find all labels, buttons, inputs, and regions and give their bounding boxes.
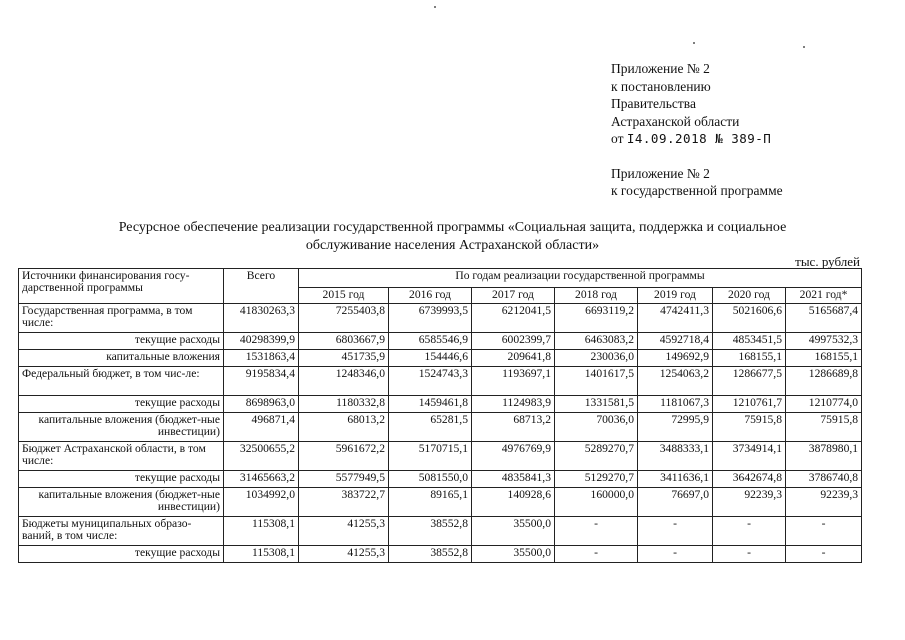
year-value-cell: 3878980,1: [786, 442, 862, 471]
scan-speck: [693, 42, 695, 44]
year-value-cell: 65281,5: [389, 413, 472, 442]
year-value-cell: 168155,1: [786, 350, 862, 367]
source-cell: Бюджет Астраханской области, в том числе:: [19, 442, 224, 471]
year-value-cell: 1331581,5: [555, 396, 638, 413]
header-years-group: По годам реализации государственной программы: [299, 269, 862, 288]
table-row: [19, 517, 862, 546]
appendix-line: к постановлению: [611, 78, 711, 94]
total-cell: 1034992,0: [224, 488, 299, 517]
year-value-cell: -: [713, 546, 786, 563]
year-value-cell: 154446,6: [389, 350, 472, 367]
total-cell: 41830263,3: [224, 304, 299, 333]
table-row: [19, 350, 862, 367]
year-value-cell: -: [786, 517, 862, 546]
total-cell: 40298399,9: [224, 333, 299, 350]
table-row: [19, 413, 862, 442]
year-value-cell: 92239,3: [786, 488, 862, 517]
year-value-cell: 38552,8: [389, 546, 472, 563]
year-value-cell: 1524743,3: [389, 367, 472, 396]
total-cell: 496871,4: [224, 413, 299, 442]
year-value-cell: 140928,6: [472, 488, 555, 517]
year-value-cell: 1248346,0: [299, 367, 389, 396]
table-body: [19, 304, 862, 563]
year-value-cell: 5021606,6: [713, 304, 786, 333]
total-cell: 31465663,2: [224, 471, 299, 488]
year-value-cell: -: [638, 517, 713, 546]
year-value-cell: 38552,8: [389, 517, 472, 546]
year-value-cell: -: [555, 546, 638, 563]
date-stamp: I4.09.2018 № 389-П: [626, 131, 772, 146]
header-year: 2018 год: [555, 288, 638, 304]
year-value-cell: 1254063,2: [638, 367, 713, 396]
table-row: [19, 333, 862, 350]
table-row: [19, 546, 862, 563]
source-cell: капитальные вложения: [19, 350, 224, 367]
year-value-cell: 41255,3: [299, 517, 389, 546]
year-value-cell: 75915,8: [786, 413, 862, 442]
title-line-2: обслуживание населения Астраханской области»: [305, 238, 600, 253]
scan-speck: [803, 46, 805, 48]
resource-table: [18, 268, 862, 563]
year-value-cell: 7255403,8: [299, 304, 389, 333]
source-cell: текущие расходы: [19, 546, 224, 563]
year-value-cell: 4592718,4: [638, 333, 713, 350]
source-cell: текущие расходы: [19, 471, 224, 488]
header-year: 2020 год: [713, 288, 786, 304]
year-value-cell: 68013,2: [299, 413, 389, 442]
appendix-line: Приложение № 2: [611, 61, 710, 76]
year-value-cell: 41255,3: [299, 546, 389, 563]
source-cell: Государственная программа, в том числе:: [19, 304, 224, 333]
year-value-cell: 160000,0: [555, 488, 638, 517]
header-year: 2019 год: [638, 288, 713, 304]
appendix-line: Астраханской области: [611, 113, 740, 129]
year-value-cell: 6463083,2: [555, 333, 638, 350]
source-cell: Бюджеты муниципальных образо-ваний, в том числе:: [19, 517, 224, 546]
table-row: [19, 396, 862, 413]
year-value-cell: 3734914,1: [713, 442, 786, 471]
year-value-cell: 230036,0: [555, 350, 638, 367]
year-value-cell: 3642674,8: [713, 471, 786, 488]
year-value-cell: 1193697,1: [472, 367, 555, 396]
appendix-header: [611, 60, 783, 200]
year-value-cell: 75915,8: [713, 413, 786, 442]
year-value-cell: -: [713, 517, 786, 546]
total-cell: 1531863,4: [224, 350, 299, 367]
year-value-cell: 4976769,9: [472, 442, 555, 471]
year-value-cell: 3488333,1: [638, 442, 713, 471]
year-value-cell: 6693119,2: [555, 304, 638, 333]
appendix-date-line: [611, 130, 783, 148]
year-value-cell: 6739993,5: [389, 304, 472, 333]
year-value-cell: 68713,2: [472, 413, 555, 442]
year-value-cell: 1286677,5: [713, 367, 786, 396]
year-value-cell: 5961672,2: [299, 442, 389, 471]
year-value-cell: 1210761,7: [713, 396, 786, 413]
scan-speck: [434, 6, 436, 8]
year-value-cell: 4835841,3: [472, 471, 555, 488]
document-title: [20, 219, 885, 255]
year-value-cell: 451735,9: [299, 350, 389, 367]
year-value-cell: 6212041,5: [472, 304, 555, 333]
year-value-cell: 1459461,8: [389, 396, 472, 413]
total-cell: 8698963,0: [224, 396, 299, 413]
source-cell: текущие расходы: [19, 333, 224, 350]
year-value-cell: 72995,9: [638, 413, 713, 442]
appendix-line: Правительства: [611, 96, 696, 111]
year-value-cell: 5165687,4: [786, 304, 862, 333]
year-value-cell: 6803667,9: [299, 333, 389, 350]
year-value-cell: 3411636,1: [638, 471, 713, 488]
year-value-cell: 4742411,3: [638, 304, 713, 333]
year-value-cell: 209641,8: [472, 350, 555, 367]
year-value-cell: 1401617,5: [555, 367, 638, 396]
header-year: 2021 год*: [786, 288, 862, 304]
header-year: 2015 год: [299, 288, 389, 304]
table-row: [19, 304, 862, 333]
year-value-cell: 1181067,3: [638, 396, 713, 413]
table-row: [19, 367, 862, 396]
header-total: Всего: [224, 269, 299, 304]
year-value-cell: 5289270,7: [555, 442, 638, 471]
source-cell: капитальные вложения (бюджет-ные инвестиции): [19, 413, 224, 442]
header-year: 2016 год: [389, 288, 472, 304]
table-row: [19, 442, 862, 471]
table-row: [19, 488, 862, 517]
year-value-cell: 6002399,7: [472, 333, 555, 350]
appendix-line: Приложение № 2: [611, 165, 710, 181]
header-source: Источники финансирования госу-дарственной программы: [19, 269, 224, 304]
year-value-cell: 76697,0: [638, 488, 713, 517]
year-value-cell: 5081550,0: [389, 471, 472, 488]
year-value-cell: 4853451,5: [713, 333, 786, 350]
year-value-cell: -: [555, 517, 638, 546]
year-value-cell: 1180332,8: [299, 396, 389, 413]
year-value-cell: 89165,1: [389, 488, 472, 517]
year-value-cell: 3786740,8: [786, 471, 862, 488]
year-value-cell: -: [638, 546, 713, 563]
source-cell: текущие расходы: [19, 396, 224, 413]
year-value-cell: 5170715,1: [389, 442, 472, 471]
table-row: [19, 471, 862, 488]
year-value-cell: 5577949,5: [299, 471, 389, 488]
source-cell: капитальные вложения (бюджет-ные инвестиции): [19, 488, 224, 517]
year-value-cell: 35500,0: [472, 517, 555, 546]
total-cell: 9195834,4: [224, 367, 299, 396]
year-value-cell: 168155,1: [713, 350, 786, 367]
year-value-cell: 92239,3: [713, 488, 786, 517]
header-year: 2017 год: [472, 288, 555, 304]
year-value-cell: 149692,9: [638, 350, 713, 367]
year-value-cell: 35500,0: [472, 546, 555, 563]
source-cell: Федеральный бюджет, в том чис-ле:: [19, 367, 224, 396]
year-value-cell: 5129270,7: [555, 471, 638, 488]
title-line-1: Ресурсное обеспечение реализации государственной программы «Социальная защита, поддержка и социальное: [118, 220, 787, 235]
year-value-cell: 1210774,0: [786, 396, 862, 413]
year-value-cell: 6585546,9: [389, 333, 472, 350]
total-cell: 115308,1: [224, 546, 299, 563]
year-value-cell: 70036,0: [555, 413, 638, 442]
appendix-line: к государственной программе: [611, 183, 783, 198]
total-cell: 115308,1: [224, 517, 299, 546]
year-value-cell: 1286689,8: [786, 367, 862, 396]
date-prefix: от: [611, 131, 624, 146]
year-value-cell: -: [786, 546, 862, 563]
year-value-cell: 383722,7: [299, 488, 389, 517]
unit-label: тыс. рублей: [795, 254, 860, 269]
year-value-cell: 1124983,9: [472, 396, 555, 413]
year-value-cell: 4997532,3: [786, 333, 862, 350]
spacer: [611, 148, 783, 165]
total-cell: 32500655,2: [224, 442, 299, 471]
